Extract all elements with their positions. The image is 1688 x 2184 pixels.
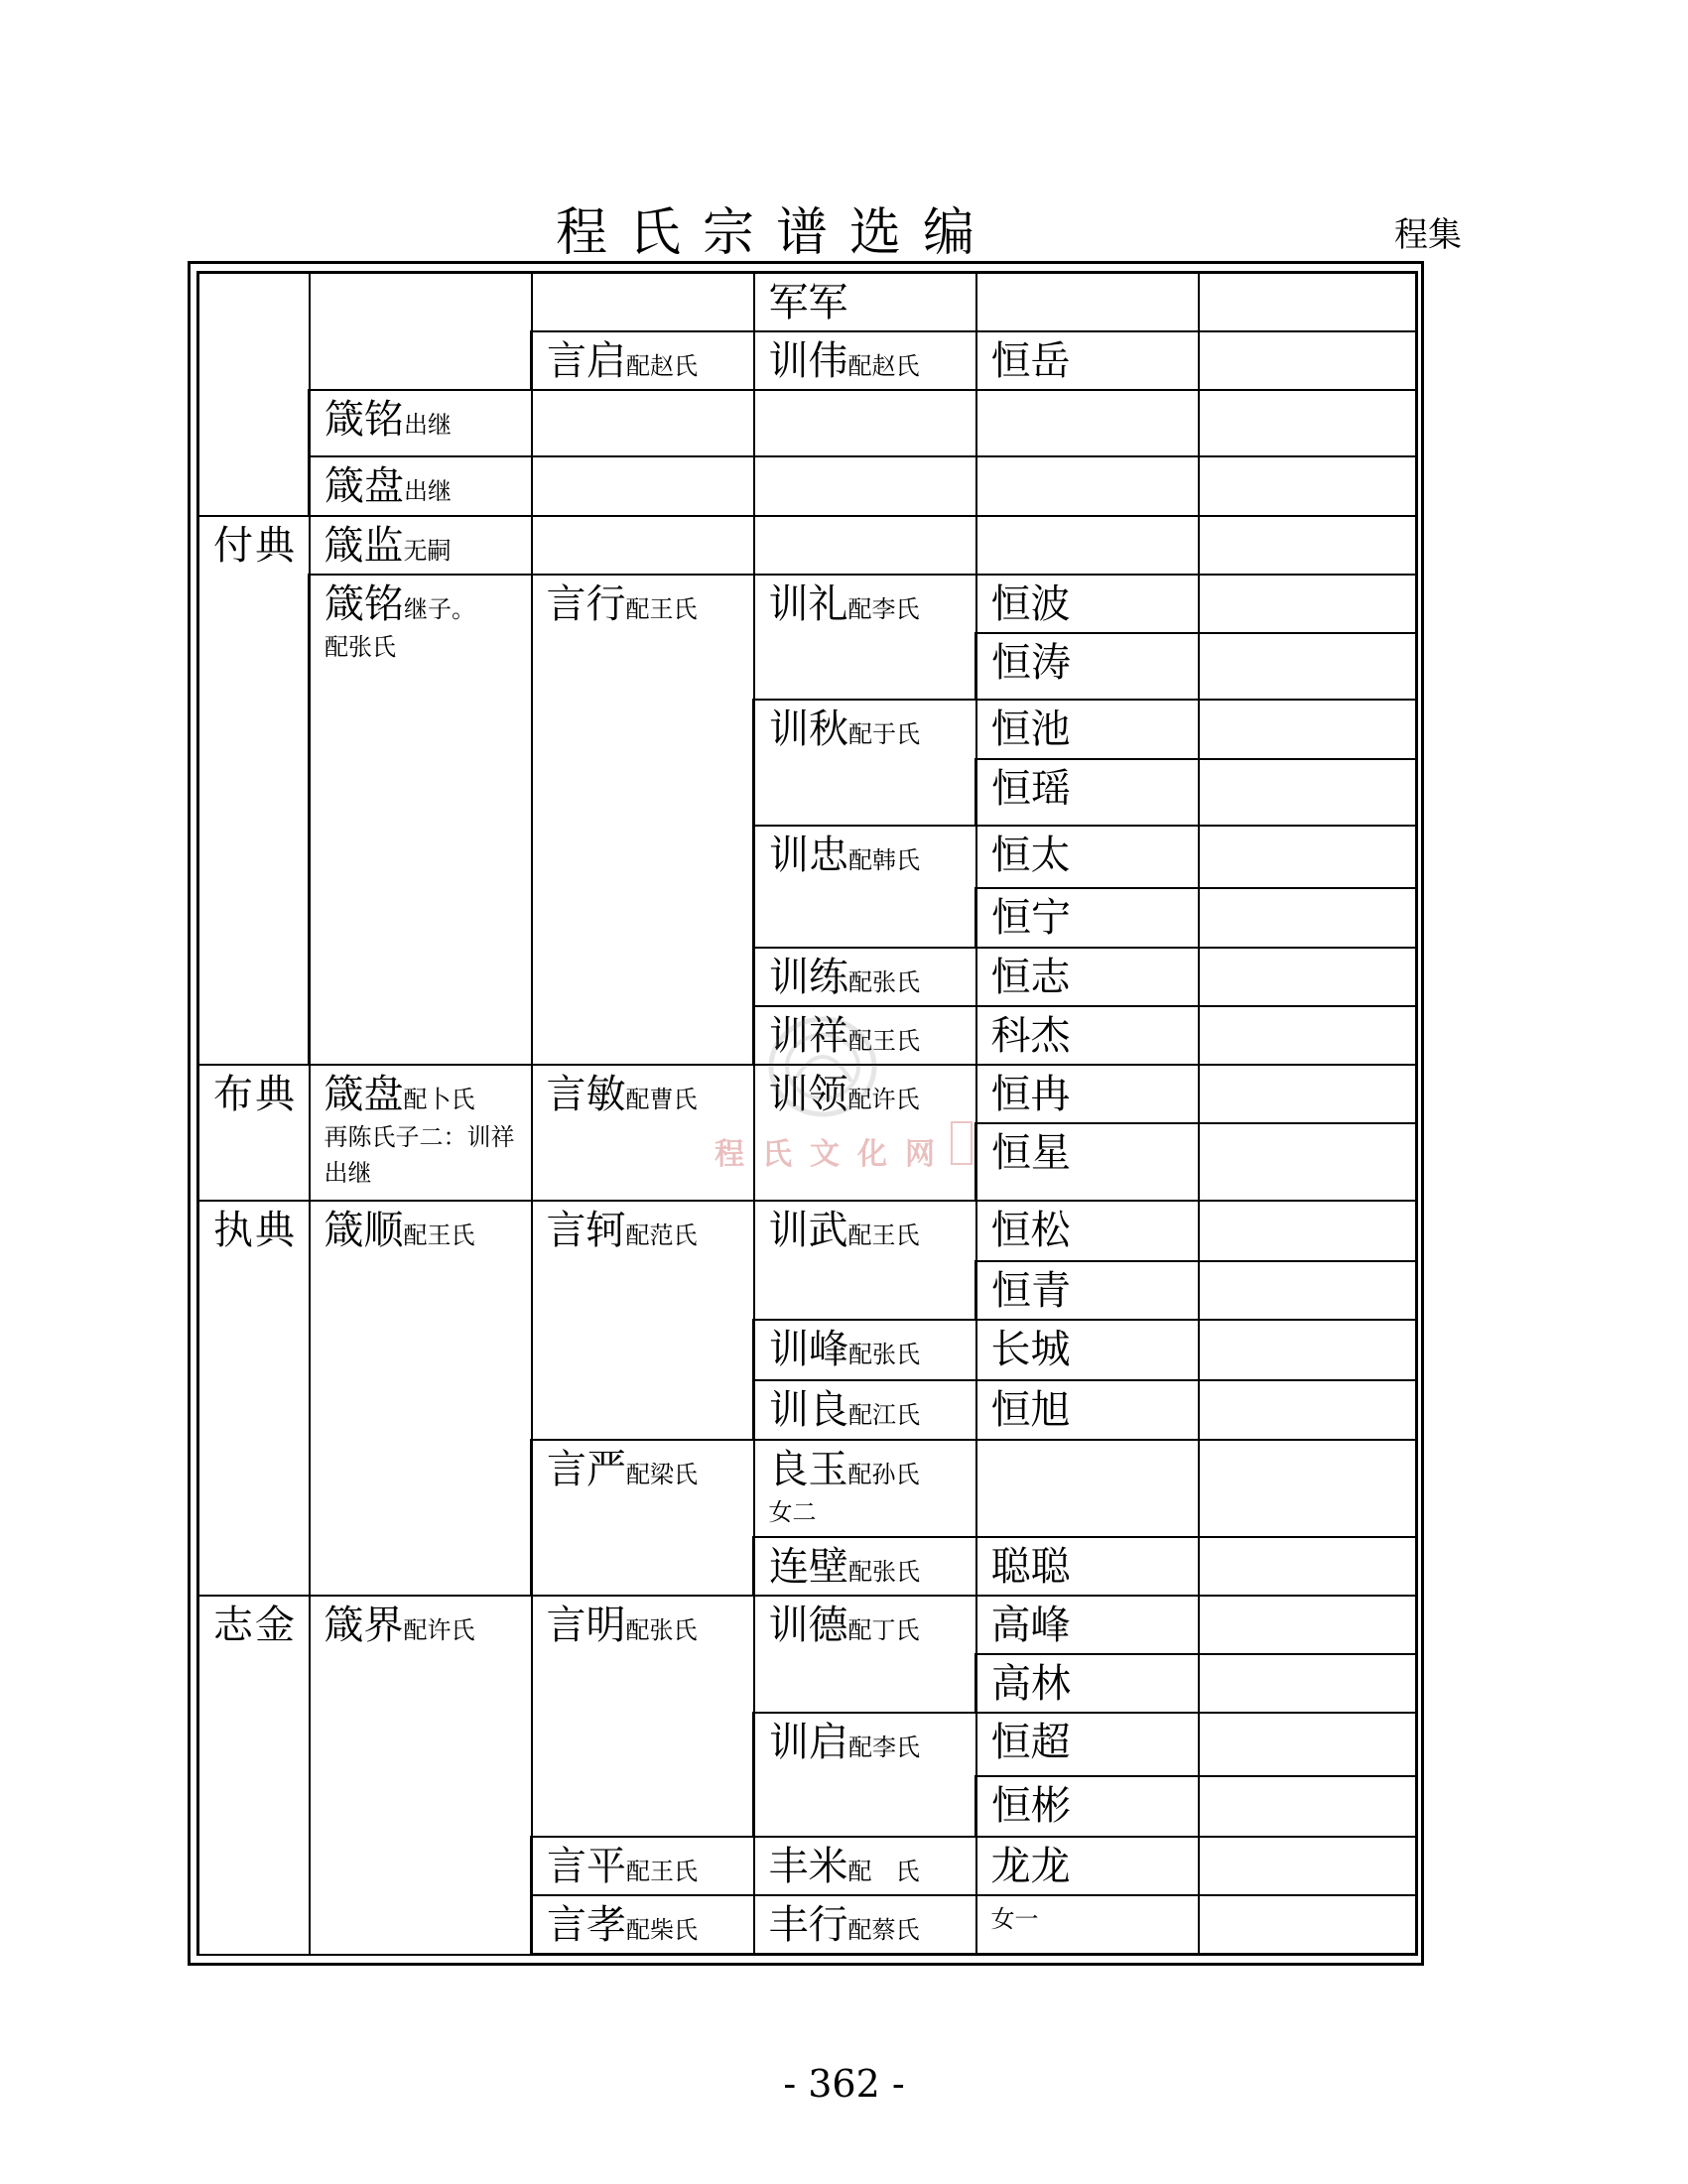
gen2-cell [310, 390, 532, 456]
member-name: 付典 [213, 522, 297, 569]
notes-cell [1199, 1654, 1417, 1713]
notes-cell [1199, 948, 1417, 1006]
page-title: 程氏宗谱选编 [556, 203, 997, 263]
gen5-cell [976, 826, 1199, 888]
member-name: 言轲 [546, 1207, 626, 1253]
notes-cell [1199, 888, 1417, 947]
member-name: 训领 [768, 1071, 848, 1117]
spouse-note: 配范氏 [625, 1220, 698, 1249]
table-row [198, 273, 1417, 331]
member-name: 训峰 [769, 1327, 848, 1373]
gen4-cell [754, 390, 976, 456]
gen4-cell [754, 1837, 976, 1895]
member-name: 聪聪 [990, 1543, 1071, 1590]
gen1-cell [198, 1201, 310, 1596]
watermark-text: 程氏文化网 [714, 1137, 953, 1172]
gen5-cell [976, 1065, 1199, 1123]
gen3-cell [532, 456, 754, 515]
spouse-note: 继子。 [404, 594, 475, 623]
member-name: 恒瑶 [991, 765, 1071, 812]
member-name: 连壁 [769, 1543, 848, 1590]
member-name: 丰米 [768, 1843, 848, 1889]
spouse-note: 无嗣 [403, 536, 452, 565]
member-name: 训启 [769, 1720, 848, 1766]
spouse-note: 配许氏 [847, 1085, 920, 1113]
gen4-cell [754, 1440, 976, 1537]
gen4-cell [754, 456, 976, 515]
spouse-note: 配柴氏 [626, 1916, 698, 1945]
member-name: 言平 [547, 1843, 626, 1889]
notes-cell [1199, 1440, 1417, 1537]
gen5-cell [976, 700, 1199, 758]
member-name: 箴铭 [325, 580, 404, 627]
gen4-cell [754, 700, 976, 826]
notes-cell [1199, 1596, 1417, 1654]
notes-cell [1199, 1123, 1417, 1201]
gen3-cell [532, 516, 754, 575]
spouse-note: 配蔡氏 [847, 1916, 920, 1945]
gen4-cell [754, 1320, 976, 1380]
gen4-cell [754, 1713, 976, 1837]
member-note: 女一 [990, 1905, 1039, 1934]
notes-cell [1199, 1837, 1417, 1895]
member-name: 箴盘 [324, 1071, 404, 1117]
notes-cell [1199, 1895, 1417, 1954]
notes-cell [1199, 575, 1417, 633]
gen4-cell [754, 1537, 976, 1596]
gen5-cell [976, 948, 1199, 1006]
gen3-cell [532, 1895, 754, 1954]
notes-cell [1199, 700, 1417, 758]
spouse-note: 配赵氏 [626, 351, 698, 380]
notes-cell [1199, 516, 1417, 575]
gen2-cell [310, 1596, 532, 1955]
notes-cell [1199, 1776, 1417, 1837]
member-name: 恒青 [991, 1268, 1071, 1314]
table-row [198, 390, 1417, 456]
notes-cell [1199, 1380, 1417, 1439]
member-name: 言明 [546, 1602, 626, 1648]
gen2-cell [310, 456, 532, 515]
spouse-note: 配梁氏 [626, 1460, 698, 1488]
spouse-note: 出继 [404, 410, 452, 439]
spouse-note: 配江氏 [848, 1401, 920, 1430]
gen2-cell [310, 516, 532, 575]
member-name: 布典 [213, 1071, 297, 1117]
member-name: 恒旭 [990, 1387, 1071, 1434]
gen5-cell [976, 1123, 1199, 1201]
member-name: 长城 [990, 1327, 1071, 1373]
member-name: 良玉 [768, 1446, 848, 1492]
member-name: 训礼 [768, 580, 848, 627]
spouse-note: 配孙氏 [847, 1460, 920, 1488]
member-name: 恒志 [990, 954, 1071, 1000]
member-name: 言启 [547, 337, 626, 384]
gen3-cell [532, 1440, 754, 1596]
notes-cell [1199, 331, 1417, 390]
gen2-cell [310, 1065, 532, 1201]
member-note: 女二 [768, 1497, 817, 1526]
spouse-note: 配 氏 [847, 1857, 920, 1885]
notes-cell [1199, 456, 1417, 515]
gen3-cell [532, 390, 754, 456]
member-name: 训良 [769, 1387, 848, 1434]
gen4-cell [754, 516, 976, 575]
gen4-cell [754, 1380, 976, 1439]
gen3-cell [532, 1837, 754, 1895]
spouse-note: 配王氏 [848, 1026, 920, 1055]
member-name: 言行 [546, 580, 626, 627]
gen1-cell [198, 516, 310, 1065]
gen4-cell [754, 1596, 976, 1713]
member-name: 恒彬 [991, 1782, 1071, 1829]
gen5-cell [976, 633, 1199, 700]
spouse-note: 出继 [404, 477, 452, 506]
member-name: 丰行 [768, 1902, 848, 1949]
gen5-cell [976, 456, 1199, 515]
spouse-note: 配张氏 [848, 967, 920, 996]
member-name: 高林 [991, 1661, 1071, 1708]
gen5-cell [976, 1380, 1199, 1439]
member-name: 恒太 [990, 832, 1071, 878]
gen4-cell [754, 948, 976, 1006]
spouse-note: 配王氏 [625, 594, 698, 623]
gen5-cell [976, 1261, 1199, 1320]
spouse-note: 配李氏 [847, 594, 920, 623]
gen1-cell [198, 1065, 310, 1201]
watermark-seal-icon [951, 1121, 973, 1165]
gen5-cell [976, 759, 1199, 826]
member-name: 高峰 [990, 1602, 1071, 1648]
gen4-cell [754, 1201, 976, 1320]
gen5-cell [976, 331, 1199, 390]
spouse-note: 配王氏 [626, 1857, 698, 1885]
member-name: 志金 [213, 1602, 297, 1648]
notes-cell [1199, 826, 1417, 888]
gen5-cell [976, 390, 1199, 456]
gen5-cell [976, 1320, 1199, 1380]
spouse-note: 配卜氏 [403, 1085, 475, 1113]
gen5-cell [976, 1713, 1199, 1775]
member-name: 恒冉 [990, 1071, 1071, 1117]
member-name: 训祥 [769, 1012, 848, 1059]
notes-cell [1199, 390, 1417, 456]
gen3-cell [532, 1596, 754, 1837]
member-note: 配张氏 [325, 632, 396, 661]
member-name: 训伟 [768, 337, 848, 384]
member-name: 恒星 [991, 1130, 1071, 1177]
notes-cell [1199, 1537, 1417, 1596]
gen4-cell [754, 331, 976, 390]
gen5-cell [976, 1596, 1199, 1654]
member-name: 恒涛 [991, 639, 1071, 686]
page-number: - 362 - [783, 2062, 905, 2106]
member-note: 再陈氏子二：训祥出继 [324, 1122, 515, 1187]
member-name: 训秋 [769, 707, 848, 753]
table-row [198, 516, 1417, 575]
gen4-cell [754, 273, 976, 331]
table-row [198, 1201, 1417, 1261]
notes-cell [1199, 1006, 1417, 1065]
table-row [198, 456, 1417, 515]
spouse-note: 配张氏 [848, 1341, 920, 1369]
member-name: 言敏 [546, 1071, 626, 1117]
member-name: 龙龙 [990, 1843, 1071, 1889]
gen5-cell [976, 1837, 1199, 1895]
gen5-cell [976, 888, 1199, 947]
member-name: 言严 [547, 1446, 626, 1492]
spouse-note: 配张氏 [625, 1615, 698, 1644]
gen5-cell [976, 273, 1199, 331]
member-name: 箴监 [324, 522, 404, 569]
member-name: 箴铭 [325, 396, 404, 443]
gen5-cell [976, 1895, 1199, 1954]
gen2-cell [310, 575, 532, 1065]
member-name: 训德 [768, 1602, 848, 1648]
gen2-cell [310, 1201, 532, 1596]
gen5-cell [976, 516, 1199, 575]
notes-cell [1199, 1261, 1417, 1320]
watermark-emblem-icon [764, 1012, 881, 1121]
table-row [198, 575, 1417, 633]
gen5-cell [976, 575, 1199, 633]
member-name: 箴顺 [324, 1207, 404, 1253]
gen3-cell [532, 1201, 754, 1440]
notes-cell [1199, 1201, 1417, 1261]
gen1-cell [198, 1596, 310, 1955]
member-name: 科杰 [990, 1012, 1071, 1059]
member-name: 恒松 [990, 1207, 1071, 1253]
member-name: 箴界 [324, 1602, 404, 1648]
spouse-note: 配丁氏 [847, 1615, 920, 1644]
member-name: 训武 [768, 1207, 848, 1253]
gen3-cell [532, 273, 754, 331]
gen3-cell [532, 575, 754, 1065]
spouse-note: 配许氏 [403, 1615, 475, 1644]
member-name: 军军 [768, 280, 848, 325]
spouse-note: 配李氏 [848, 1734, 920, 1762]
notes-cell [1199, 1320, 1417, 1380]
notes-cell [1199, 633, 1417, 700]
member-name: 恒岳 [990, 337, 1071, 384]
volume-tag: 程集 [1394, 215, 1462, 255]
member-name: 恒宁 [991, 895, 1071, 942]
spouse-note: 配王氏 [847, 1220, 920, 1249]
table-row [198, 1596, 1417, 1654]
gen3-cell [532, 331, 754, 390]
member-name: 恒超 [990, 1720, 1071, 1766]
notes-cell [1199, 1713, 1417, 1775]
gen2-cell [310, 273, 532, 390]
notes-cell [1199, 1065, 1417, 1123]
member-name: 执典 [213, 1207, 297, 1253]
gen5-cell [976, 1440, 1199, 1537]
spouse-note: 配王氏 [403, 1220, 475, 1249]
gen5-cell [976, 1006, 1199, 1065]
notes-cell [1199, 759, 1417, 826]
member-name: 训忠 [769, 832, 848, 878]
member-name: 训练 [769, 954, 848, 1000]
spouse-note: 配张氏 [848, 1557, 920, 1586]
member-name: 恒池 [990, 707, 1071, 753]
member-name: 箴盘 [325, 463, 404, 510]
gen4-cell [754, 575, 976, 701]
member-name: 恒波 [990, 580, 1071, 627]
spouse-note: 配赵氏 [847, 351, 920, 380]
gen5-cell [976, 1537, 1199, 1596]
gen4-cell [754, 826, 976, 948]
spouse-note: 配曹氏 [625, 1085, 698, 1113]
gen1-cell [198, 273, 310, 516]
notes-cell [1199, 273, 1417, 331]
spouse-note: 配韩氏 [848, 845, 920, 874]
spouse-note: 配于氏 [848, 720, 920, 749]
gen4-cell [754, 1895, 976, 1954]
gen5-cell [976, 1776, 1199, 1837]
gen5-cell [976, 1654, 1199, 1713]
member-name: 言孝 [547, 1902, 626, 1949]
gen5-cell [976, 1201, 1199, 1261]
